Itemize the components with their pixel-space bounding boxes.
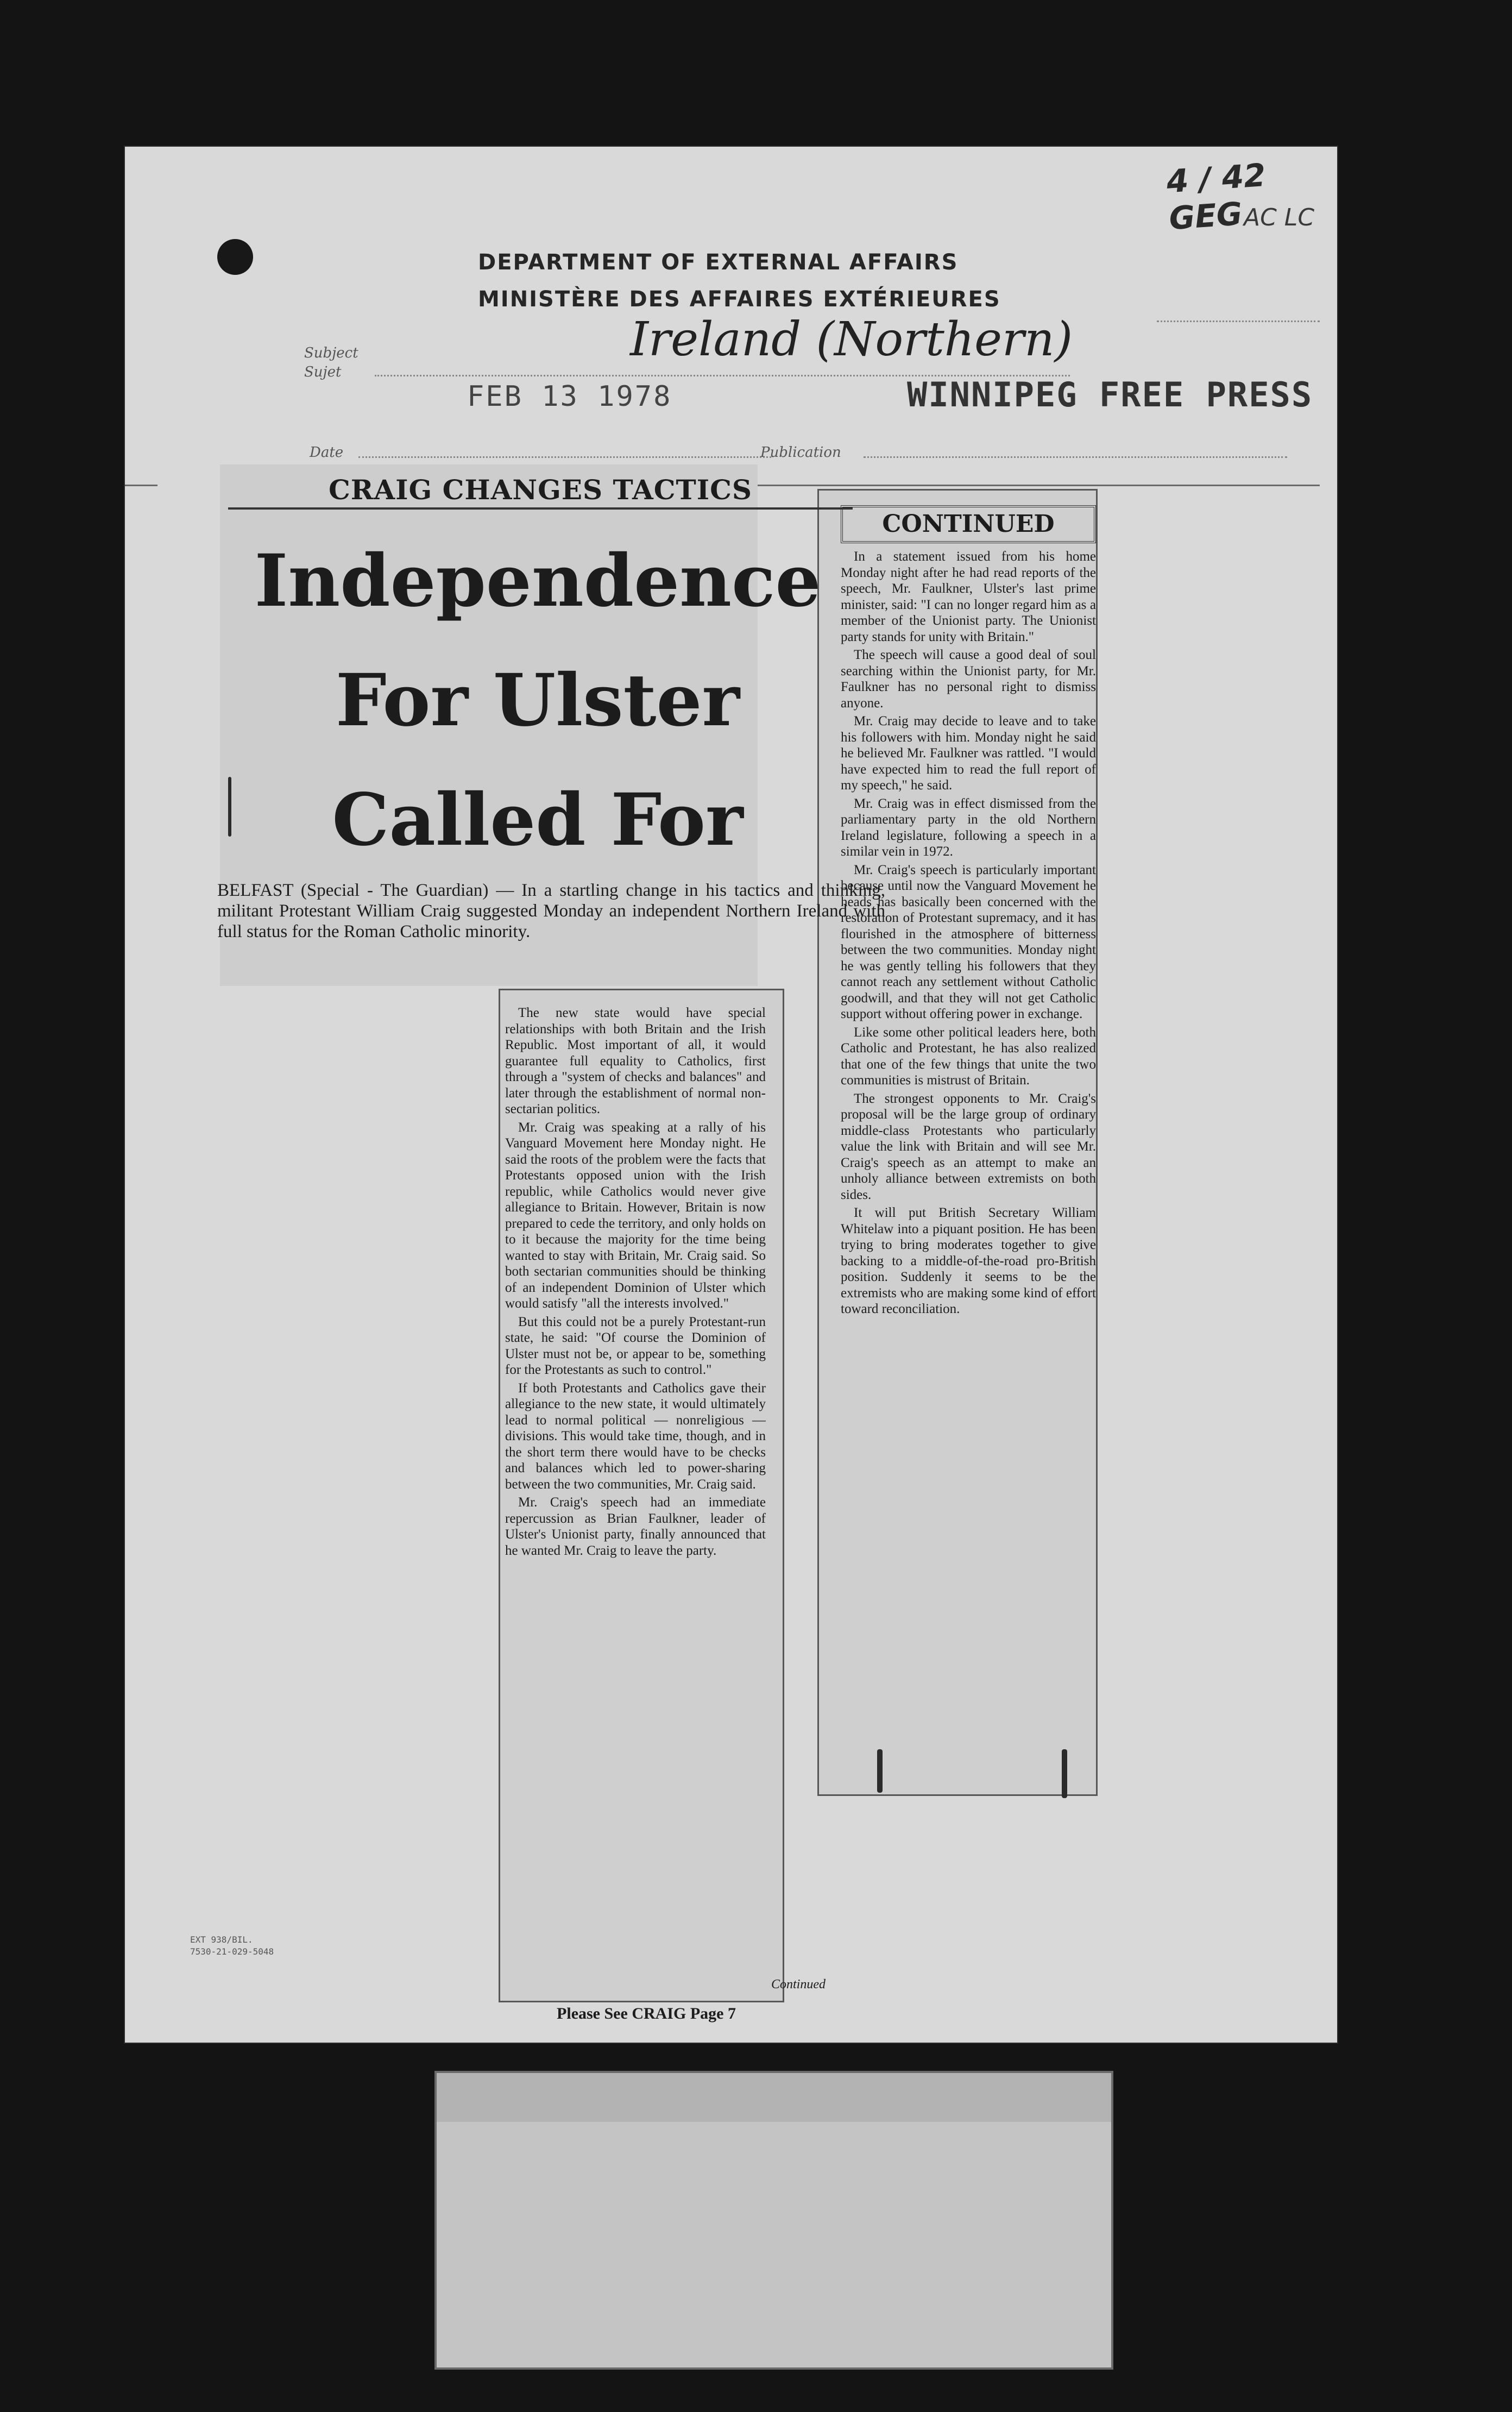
article-column-2	[841, 549, 1096, 1766]
column2-paragraph: Like some other political leaders here, both Catholic and Protestant, he has also realized that one of the few things that unite the two communities is mistrust of Britain.	[841, 1025, 1096, 1088]
column1-paragraph: The new state would have special relationships with both Britain and the Irish Republic. Most important of all, it would guarantee full equality to Catholics, first through a "system of checks and balances" and later through the establishment of normal non-sectarian politics.	[505, 1006, 766, 1116]
publication-stamp: WINNIPEG FREE PRESS	[907, 375, 1313, 414]
column2-paragraph: Mr. Craig may decide to leave and to take his followers with him. Monday night he said he believed Mr. Faulkner was rattled. "I would have expected him to read the full report of my speech," he said.	[841, 714, 1096, 793]
article-column-1	[505, 1005, 766, 2070]
attached-envelope	[434, 2071, 1113, 2370]
column2-paragraph: The speech will cause a good deal of soul searching within the Unionist party, for Mr. Faulkner has no personal right to dismiss anyone.	[841, 648, 1096, 711]
continued-banner: CONTINUED	[841, 505, 1096, 543]
column2-paragraph: The strongest opponents to Mr. Craig's proposal will be the large group of ordinary middle-class Protestants who particularly value the link with Britain and will see Mr. Craig's speech as an attempt to make an unholy alliance between extremists on both sides.	[841, 1091, 1096, 1202]
see-page-note: Please See CRAIG Page 7	[557, 2005, 736, 2022]
staple-mark	[1062, 1749, 1067, 1798]
sujet-label: Sujet	[304, 364, 342, 380]
subject-label: Subject	[304, 345, 358, 361]
article-kicker: CRAIG CHANGES TACTICS	[228, 473, 853, 510]
article	[125, 147, 1337, 2043]
form-code: EXT 938/BIL. 7530-21-029-5048	[190, 1934, 274, 1957]
column1-paragraph: If both Protestants and Catholics gave their allegiance to the new state, it would ultimately lead to normal political — nonreligious — divisions. This would take time, though, and in the short term there would have to be checks and balances which led to power-sharing between the two communities, Mr. Craig said.	[505, 1380, 766, 1492]
department-name-english: DEPARTMENT OF EXTERNAL AFFAIRS	[478, 250, 959, 275]
headline-line-3: Called For	[332, 778, 744, 862]
column2-paragraph: In a statement issued from his home Monday night after he had read reports of the speech, Mr. Faulkner, Ulster's last prime minister, said: "I can no longer regard him as a member of the Unionist party. The Unionist party stands for unity with Britain."	[841, 549, 1096, 644]
date-label: Date	[310, 444, 344, 461]
column2-paragraph: Mr. Craig was in effect dismissed from the parliamentary party in the old Northern Ireland legislature, following a speech in a similar vein in 1972.	[841, 796, 1096, 859]
department-name-french: MINISTÈRE DES AFFAIRES EXTÉRIEURES	[478, 287, 1001, 312]
headline-line-2: For Ulster	[335, 658, 740, 743]
article-lead: BELFAST (Special - The Guardian) — In a startling change in his tactics and thinking, militant Protestant William Craig suggested Monday an independent Northern Ireland with full status for the Roman Catholic minority.	[217, 881, 885, 941]
column1-paragraph: Mr. Craig was speaking at a rally of his Vanguard Movement here Monday night. He said the roots of the problem were the facts that Protestants opposed union with the Irish republic, while Catholics would never give allegiance to Britain. However, Britain is now prepared to cede the territory, and only holds on to it because the majority for the time being wanted to stay with Britain, Mr. Craig said. So both sectarian communities should be thinking of an independent Dominion of Ulster which would satisfy "all the interests involved."	[505, 1120, 766, 1311]
column1-paragraph: But this could not be a purely Protestant-run state, he said: "Of course the Dominion of Ulster must not be, or appear to be, something for the Protestants as such to control."	[505, 1314, 766, 1377]
staple-mark	[228, 777, 231, 837]
file-initials: AC LC	[1244, 204, 1315, 231]
staple-mark	[877, 1749, 883, 1793]
subject-handwritten: Ireland (Northern)	[630, 312, 1073, 367]
column2-paragraph: Mr. Craig's speech is particularly important because until now the Vanguard Movement he heads has basically been concerned with the restoration of Protestant supremacy, and it has flourished in the atmosphere of bitterness between the two communities. Monday night he was gently telling his followers that they cannot reach any settlement without Catholic goodwill, and that they will not get Catholic support without offering power in exchange.	[841, 862, 1096, 1021]
date-stamp: FEB 13 1978	[467, 380, 672, 413]
publication-label: Publication	[760, 444, 841, 461]
envelope-flap	[437, 2073, 1111, 2122]
file-number: 4 / 42 GEG	[1165, 156, 1267, 237]
article-headline	[212, 522, 864, 880]
continued-footnote: Continued	[771, 1977, 826, 1992]
column1-paragraph: Mr. Craig's speech had an immediate repercussion as Brian Faulkner, leader of Ulster's Unionist party, finally announced that he wanted Mr. Craig to leave the party.	[505, 1495, 766, 1558]
headline-line-1: Independence	[254, 539, 821, 623]
column2-paragraph: It will put British Secretary William Whitelaw into a piquant position. He has been trying to bring moderates together to give backing to a middle-of-the-road pro-British position. Suddenly it seems to be the extremists who are making some kind of effort toward reconciliation.	[841, 1205, 1096, 1316]
